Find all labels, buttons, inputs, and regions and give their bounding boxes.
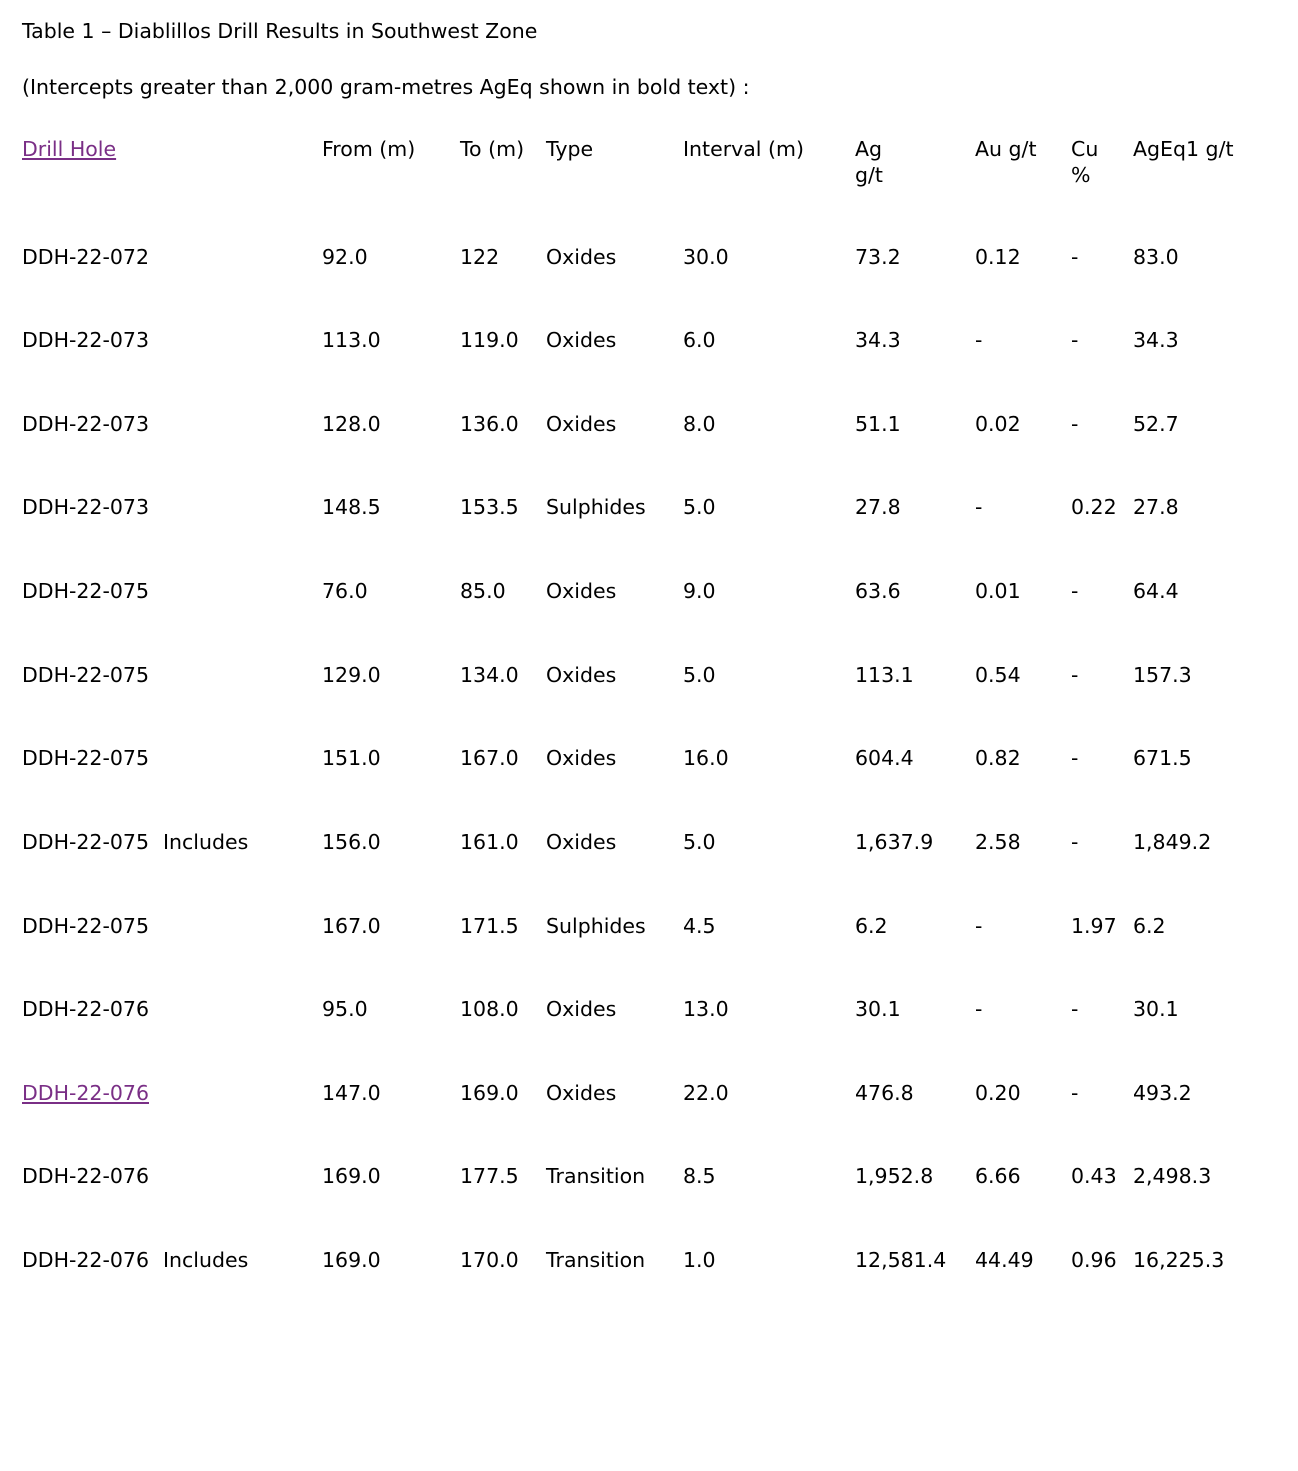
drill-hole-header-link[interactable]: Drill Hole xyxy=(22,137,117,162)
cell-type: Oxides xyxy=(546,829,617,854)
table-row xyxy=(22,412,1293,496)
cell-ageq: 52.7 xyxy=(1133,411,1179,436)
cell-from: 151.0 xyxy=(322,746,381,771)
cell-type: Oxides xyxy=(546,997,617,1022)
cell-au: - xyxy=(975,997,983,1022)
cell-au: 44.49 xyxy=(975,1248,1034,1273)
cell-to: 122 xyxy=(460,244,500,269)
cell-interval: 6.0 xyxy=(683,328,716,353)
cell-au: 2.58 xyxy=(975,829,1021,854)
cell-to: 153.5 xyxy=(460,495,519,520)
cell-drill-hole xyxy=(22,830,322,914)
cell-drill-hole xyxy=(22,495,322,579)
cell-cu: - xyxy=(1071,662,1079,687)
drill-hole-label: DDH-22-073 xyxy=(22,495,149,520)
table-row xyxy=(22,495,1293,579)
cell-to: 119.0 xyxy=(460,328,519,353)
cell-ag: 63.6 xyxy=(855,579,901,604)
cell-ageq: 16,225.3 xyxy=(1133,1248,1225,1273)
drill-hole-label: DDH-22-075 xyxy=(22,829,149,854)
cell-from: 92.0 xyxy=(322,244,368,269)
cell-cu: - xyxy=(1071,997,1079,1022)
table-caption-title: Table 1 – Diablillos Drill Results in Southwest Zone xyxy=(22,19,538,43)
table-row xyxy=(22,746,1293,830)
column-header-cu-line1: Cu xyxy=(1071,137,1099,162)
cell-type: Oxides xyxy=(546,579,617,604)
cell-from: 156.0 xyxy=(322,829,381,854)
cell-type: Oxides xyxy=(546,411,617,436)
cell-cu: - xyxy=(1071,328,1079,353)
cell-ag: 6.2 xyxy=(855,913,888,938)
table-header-row xyxy=(22,137,1293,244)
table-row xyxy=(22,1081,1293,1165)
cell-from: 169.0 xyxy=(322,1164,381,1189)
column-header-from: From (m) xyxy=(322,137,416,162)
includes-marker: Includes xyxy=(163,1248,249,1273)
cell-interval: 30.0 xyxy=(683,244,729,269)
drill-hole-label: DDH-22-072 xyxy=(22,244,149,269)
cell-to: 167.0 xyxy=(460,746,519,771)
cell-ageq: 493.2 xyxy=(1133,1080,1192,1105)
cell-interval: 8.0 xyxy=(683,411,716,436)
cell-ageq: 27.8 xyxy=(1133,495,1179,520)
cell-from: 148.5 xyxy=(322,495,381,520)
cell-drill-hole xyxy=(22,245,322,329)
cell-ageq: 64.4 xyxy=(1133,579,1179,604)
cell-au: 0.02 xyxy=(975,411,1021,436)
cell-from: 167.0 xyxy=(322,913,381,938)
cell-au: 0.82 xyxy=(975,746,1021,771)
cell-au: - xyxy=(975,913,983,938)
table-caption-note: (Intercepts greater than 2,000 gram-metres AgEq shown in bold text) : xyxy=(22,74,750,99)
cell-to: 134.0 xyxy=(460,662,519,687)
drill-results-table xyxy=(22,137,1293,1331)
cell-ageq: 30.1 xyxy=(1133,997,1179,1022)
cell-type: Oxides xyxy=(546,244,617,269)
cell-ag: 604.4 xyxy=(855,746,914,771)
cell-ag: 73.2 xyxy=(855,244,901,269)
column-header-ageq: AgEq1 g/t xyxy=(1133,137,1234,162)
cell-ag: 1,637.9 xyxy=(855,829,934,854)
cell-from: 113.0 xyxy=(322,328,381,353)
drill-hole-label: DDH-22-075 xyxy=(22,579,149,604)
column-header-cu xyxy=(1071,137,1133,244)
cell-cu: - xyxy=(1071,579,1079,604)
cell-to: 169.0 xyxy=(460,1080,519,1105)
cell-ageq: 6.2 xyxy=(1133,913,1166,938)
cell-drill-hole xyxy=(22,997,322,1081)
column-header-cu-line2: % xyxy=(1071,162,1091,187)
column-header-to: To (m) xyxy=(460,137,525,162)
table-row xyxy=(22,1164,1293,1248)
cell-ag: 34.3 xyxy=(855,328,901,353)
cell-from: 95.0 xyxy=(322,997,368,1022)
cell-interval: 5.0 xyxy=(683,495,716,520)
cell-to: 171.5 xyxy=(460,913,519,938)
column-header-interval: Interval (m) xyxy=(683,137,804,162)
table-row xyxy=(22,663,1293,747)
cell-au: 0.12 xyxy=(975,244,1021,269)
cell-cu: - xyxy=(1071,244,1079,269)
cell-cu: 0.96 xyxy=(1071,1248,1117,1273)
cell-from: 128.0 xyxy=(322,411,381,436)
drill-hole-label: DDH-22-073 xyxy=(22,328,149,353)
cell-to: 85.0 xyxy=(460,579,506,604)
cell-drill-hole xyxy=(22,914,322,998)
cell-ag: 30.1 xyxy=(855,997,901,1022)
cell-ag: 113.1 xyxy=(855,662,914,687)
drill-hole-label: DDH-22-076 xyxy=(22,997,149,1022)
cell-drill-hole xyxy=(22,1248,322,1332)
cell-drill-hole xyxy=(22,1164,322,1248)
cell-cu: 1.97 xyxy=(1071,913,1117,938)
cell-au: - xyxy=(975,495,983,520)
cell-au: 0.54 xyxy=(975,662,1021,687)
drill-hole-label: DDH-22-073 xyxy=(22,411,149,436)
cell-cu: - xyxy=(1071,1080,1079,1105)
cell-ageq: 157.3 xyxy=(1133,662,1192,687)
drill-hole-label: DDH-22-075 xyxy=(22,662,149,687)
table-row xyxy=(22,245,1293,329)
cell-interval: 5.0 xyxy=(683,829,716,854)
cell-ag: 51.1 xyxy=(855,411,901,436)
cell-cu: 0.22 xyxy=(1071,495,1117,520)
cell-interval: 5.0 xyxy=(683,662,716,687)
cell-interval: 13.0 xyxy=(683,997,729,1022)
cell-to: 108.0 xyxy=(460,997,519,1022)
cell-interval: 22.0 xyxy=(683,1080,729,1105)
cell-from: 147.0 xyxy=(322,1080,381,1105)
cell-to: 170.0 xyxy=(460,1248,519,1273)
table-row xyxy=(22,328,1293,412)
drill-hole-label: DDH-22-075 xyxy=(22,913,149,938)
column-header-ag-line2: g/t xyxy=(855,162,883,187)
column-header-type: Type xyxy=(546,137,594,162)
cell-interval: 8.5 xyxy=(683,1164,716,1189)
cell-to: 177.5 xyxy=(460,1164,519,1189)
cell-drill-hole xyxy=(22,328,322,412)
cell-cu: 0.43 xyxy=(1071,1164,1117,1189)
cell-interval: 4.5 xyxy=(683,913,716,938)
cell-interval: 9.0 xyxy=(683,579,716,604)
table-row xyxy=(22,579,1293,663)
table-row xyxy=(22,914,1293,998)
cell-from: 76.0 xyxy=(322,579,368,604)
cell-from: 169.0 xyxy=(322,1248,381,1273)
cell-ageq: 83.0 xyxy=(1133,244,1179,269)
table-row xyxy=(22,997,1293,1081)
table-row xyxy=(22,830,1293,914)
cell-drill-hole xyxy=(22,412,322,496)
cell-type: Oxides xyxy=(546,328,617,353)
cell-au: 0.20 xyxy=(975,1080,1021,1105)
cell-type: Transition xyxy=(546,1164,646,1189)
cell-ageq: 34.3 xyxy=(1133,328,1179,353)
cell-to: 136.0 xyxy=(460,411,519,436)
table-body xyxy=(22,245,1293,1332)
drill-hole-label: DDH-22-076 xyxy=(22,1248,149,1273)
cell-type: Sulphides xyxy=(546,495,646,520)
drill-hole-label: DDH-22-076 xyxy=(22,1164,149,1189)
column-header-drill-hole xyxy=(22,137,322,244)
column-header-au: Au g/t xyxy=(975,137,1037,162)
cell-cu: - xyxy=(1071,829,1079,854)
cell-ageq: 1,849.2 xyxy=(1133,829,1212,854)
cell-au: 0.01 xyxy=(975,579,1021,604)
cell-to: 161.0 xyxy=(460,829,519,854)
cell-ag: 476.8 xyxy=(855,1080,914,1105)
cell-ag: 1,952.8 xyxy=(855,1164,934,1189)
cell-type: Oxides xyxy=(546,746,617,771)
cell-type: Oxides xyxy=(546,1080,617,1105)
cell-ag: 12,581.4 xyxy=(855,1248,947,1273)
cell-interval: 16.0 xyxy=(683,746,729,771)
cell-ageq: 2,498.3 xyxy=(1133,1164,1212,1189)
cell-ag: 27.8 xyxy=(855,495,901,520)
cell-au: - xyxy=(975,328,983,353)
cell-from: 129.0 xyxy=(322,662,381,687)
cell-type: Oxides xyxy=(546,662,617,687)
drill-hole-label: DDH-22-075 xyxy=(22,746,149,771)
column-header-ag xyxy=(855,137,975,244)
cell-type: Transition xyxy=(546,1248,646,1273)
includes-marker: Includes xyxy=(163,829,249,854)
cell-drill-hole xyxy=(22,663,322,747)
cell-ageq: 671.5 xyxy=(1133,746,1192,771)
table-row xyxy=(22,1248,1293,1332)
column-header-ag-line1: Ag xyxy=(855,137,883,162)
cell-au: 6.66 xyxy=(975,1164,1021,1189)
cell-drill-hole xyxy=(22,1081,322,1165)
cell-cu: - xyxy=(1071,411,1079,436)
cell-interval: 1.0 xyxy=(683,1248,716,1273)
cell-drill-hole xyxy=(22,746,322,830)
cell-type: Sulphides xyxy=(546,913,646,938)
drill-hole-link[interactable]: DDH-22-076 xyxy=(22,1080,149,1105)
cell-drill-hole xyxy=(22,579,322,663)
cell-cu: - xyxy=(1071,746,1079,771)
